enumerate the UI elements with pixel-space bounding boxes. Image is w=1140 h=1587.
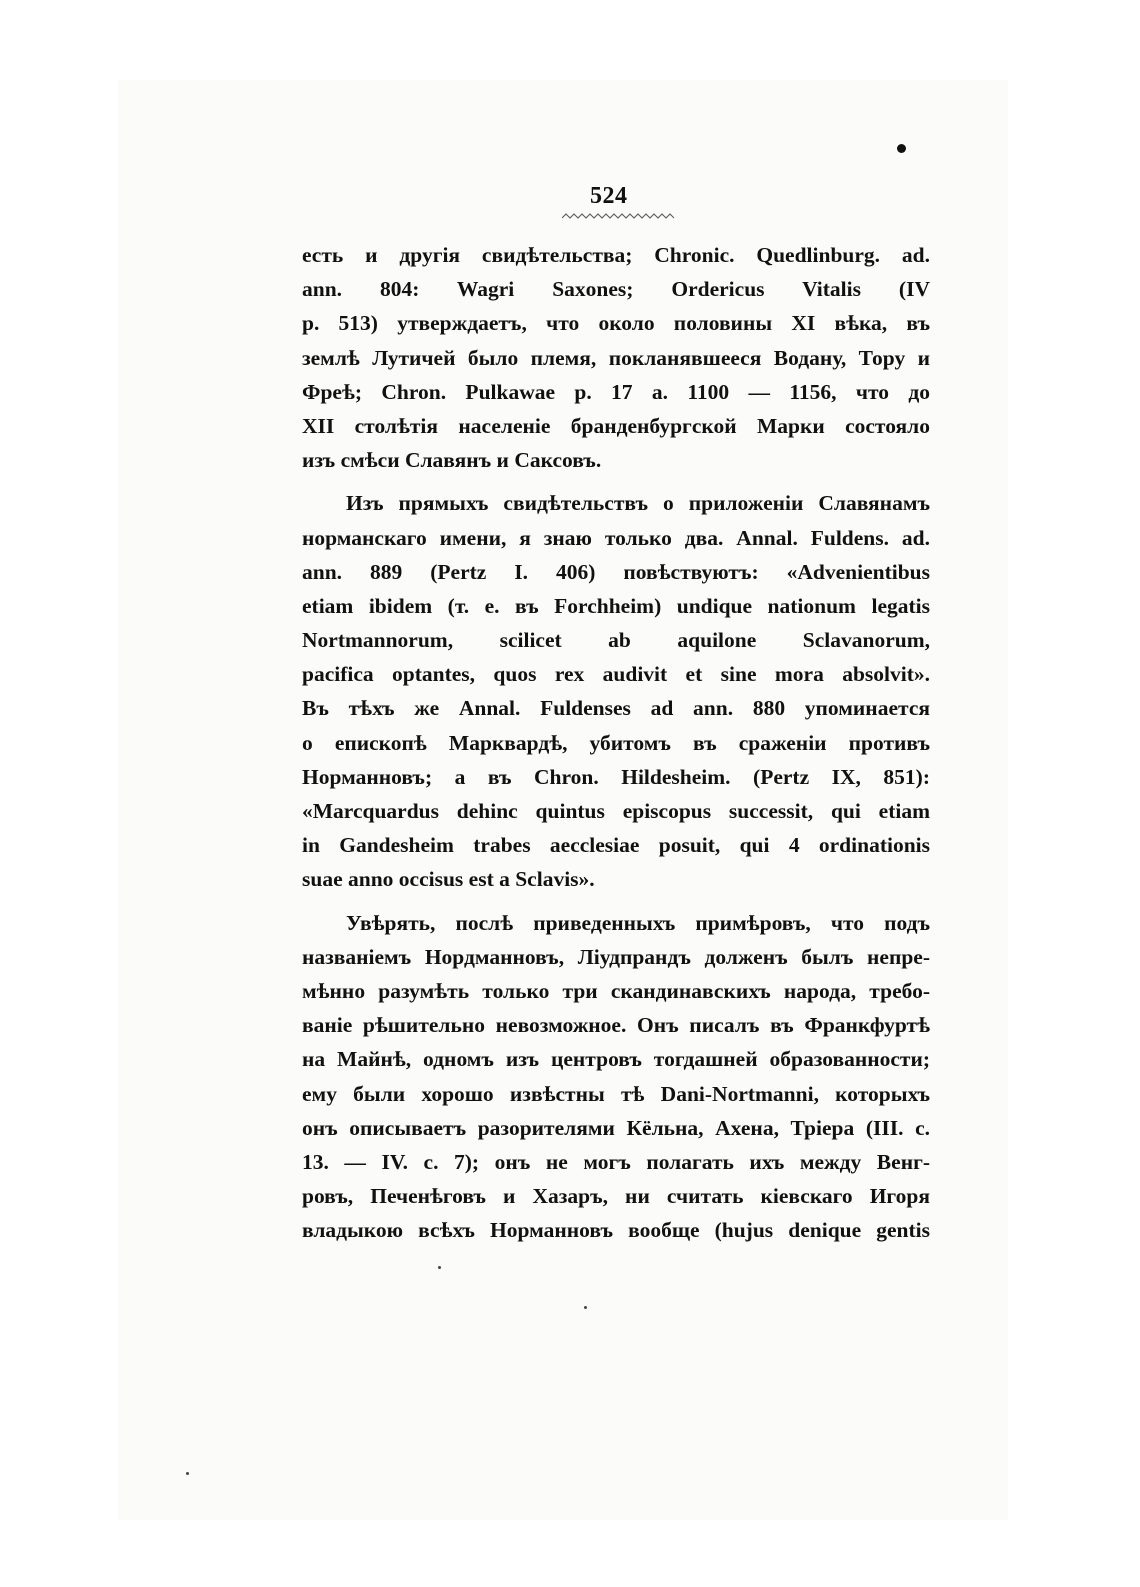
text-line: in Gandesheim trabes aecclesiae posuit, qui 4 ordinationis [302,833,930,858]
text-line: онъ описываетъ разорителями Кёльна, Ахена, Тріера (III. c. [302,1115,930,1140]
paper-speck [186,1472,189,1475]
text-line: p. 513) утверждаетъ, что около половины XI вѣка, въ [302,311,930,336]
paragraph-1 [302,238,930,477]
text-line: изъ смѣси Славянъ и Саксовъ. [302,448,602,473]
ink-blot [897,144,906,153]
text-line: мѣнно разумѣть только три скандинавскихъ народа, требо- [302,978,930,1003]
text-line: Фреѣ; Chron. Pulkawae p. 17 a. 1100 — 1156, что до [302,379,930,404]
text-line: Nortmannorum, scilicet ab aquilone Sclavanorum, [302,628,930,653]
paper-speck [584,1306,587,1309]
text-line: pacifica optantes, quos rex audivit et sine mora absolvit». [302,662,930,687]
paragraph-2 [302,486,930,896]
text-line: норманскаго имени, я знаю только два. Annal. Fuldens. ad. [302,525,930,550]
text-line: Увѣрять, послѣ приведенныхъ примѣровъ, что подъ [346,910,930,935]
text-line: 13. — IV. c. 7); онъ не могъ полагать ихъ между Венг- [302,1149,930,1174]
text-line: названіемъ Нордманновъ, Ліудпрандъ долженъ былъ непре- [302,944,930,969]
page-number: 524 [590,183,628,209]
paper-speck [438,1266,441,1269]
paragraph-3 [302,906,930,1248]
text-line: ann. 889 (Pertz I. 406) повѣствуютъ: «Advenientibus [302,559,930,584]
text-line: Въ тѣхъ же Annal. Fuldenses ad ann. 880 упоминается [302,696,930,721]
text-line: о епископѣ Марквардѣ, убитомъ въ сраженіи противъ [302,730,930,755]
paragraph-spacer [302,477,930,486]
text-line: на Майнѣ, одномъ изъ центровъ тогдашней образованности; [302,1047,930,1072]
text-line: ему были хорошо извѣстны тѣ Dani-Nortmanni, которыхъ [302,1081,930,1106]
body-text [302,238,930,1247]
text-line: владыкою всѣхъ Норманновъ вообще (hujus denique gentis [302,1218,930,1243]
text-line: Норманновъ; а въ Chron. Hildesheim. (Pertz IX, 851): [302,764,930,789]
text-line: Изъ прямыхъ свидѣтельствъ о приложеніи Славянамъ [346,491,930,516]
text-line: etiam ibidem (т. е. въ Forchheim) undique nationum legatis [302,593,930,618]
text-line: ровъ, Печенѣговъ и Хазаръ, ни считать кіевскаго Игоря [302,1184,930,1209]
text-line: ваніе рѣшительно невозможное. Онъ писалъ въ Франкфуртѣ [302,1013,930,1038]
text-line: ann. 804: Wagri Saxones; Ordericus Vitalis (IV [302,277,930,302]
page-number-ornament [562,211,676,221]
text-line: suae anno occisus est a Sclavis». [302,867,595,892]
text-line: есть и другія свидѣтельства; Chronic. Quedlinburg. ad. [302,243,930,267]
text-line: XII столѣтія населеніе бранденбургской Марки состояло [302,413,930,438]
paragraph-spacer [302,897,930,906]
text-line: «Marcquardus dehinc quintus episcopus successit, qui etiam [302,799,930,823]
text-line: землѣ Лутичей было племя, покланявшееся Водану, Тору и [302,345,930,370]
